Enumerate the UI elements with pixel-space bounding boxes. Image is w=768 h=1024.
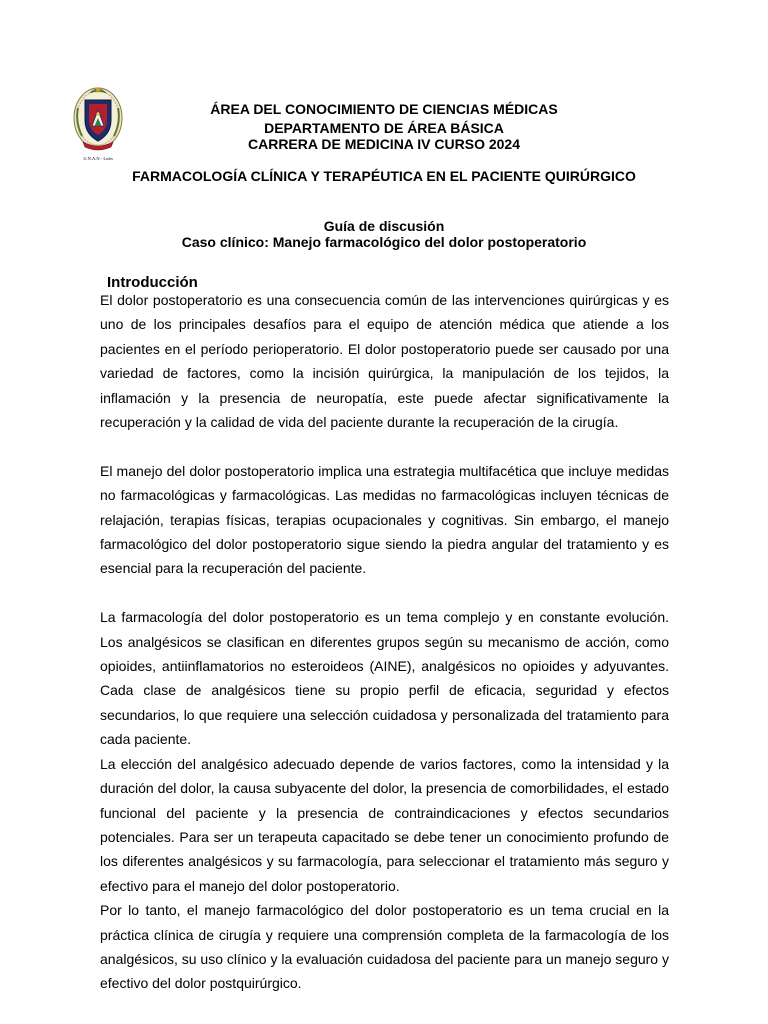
introduction-heading: Introducción bbox=[107, 274, 198, 291]
paragraph: El manejo del dolor postoperatorio implica una estrategia multifacética que incluye medidas no farmacológicas y farmacológicas. Las medidas no farmacológicas incluyen técnicas de relajación, terapias físicas, terapias ocupacionales y cognitivas. Sin embargo, el manejo farmacológico del dolor postoperatorio sigue siendo la piedra angular del tratamiento y es esencial para la recuperación del paciente. bbox=[100, 462, 669, 577]
introduction-body bbox=[100, 288, 669, 996]
document-title: FARMACOLOGÍA CLÍNICA Y TERAPÉUTICA EN EL PACIENTE QUIRÚRGICO bbox=[132, 168, 636, 184]
header-department: DEPARTAMENTO DE ÁREA BÁSICA bbox=[264, 120, 504, 136]
header-area: ÁREA DEL CONOCIMIENTO DE CIENCIAS MÉDICAS bbox=[210, 101, 558, 117]
paragraph: La farmacología del dolor postoperatorio es un tema complejo y en constante evolución. Los analgésicos se clasifican en diferentes grupos según su mecanismo de acción, como opioides, antiinflamatorios no esteroideos (AINE), analgésicos no opioides y adyuvantes. Cada clase de analgésicos tiene su propio perfil de eficacia, seguridad y efectos secundarios, lo que requiere una selección cuidadosa y personalizada del tratamiento para cada paciente. bbox=[100, 609, 669, 748]
paragraph: La elección del analgésico adecuado depende de varios factores, como la intensidad y la duración del dolor, la causa subyacente del dolor, la presencia de comorbilidades, el estado funcional del paciente y la presencia de contraindicaciones y efectos secundarios potenciales. Para ser un terapeuta capacitado se debe tener un conocimiento profundo de los diferentes analgésicos y su farmacología, para seleccionar el tratamiento más seguro y efectivo para el manejo del dolor postoperatorio. bbox=[100, 755, 669, 894]
paragraph: El dolor postoperatorio es una consecuencia común de las intervenciones quirúrgicas y es uno de los principales desafíos para el equipo de atención médica que atiende a los pacientes en el período perioperatorio. El dolor postoperatorio puede ser causado por una variedad de factores, como la incisión quirúrgica, la manipulación de los tejidos, la inflamación y la presencia de neuropatía, este puede afectar significativamente la recuperación y la calidad de vida del paciente durante la recuperación de la cirugía. bbox=[100, 292, 669, 431]
paragraph: Por lo tanto, el manejo farmacológico del dolor postoperatorio es un tema crucial en la práctica clínica de cirugía y requiere una comprensión completa de la farmacología de los analgésicos, su uso clínico y la evaluación cuidadosa del paciente para un manejo seguro y efectivo del dolor postquirúrgico. bbox=[100, 902, 669, 992]
guide-title: Guía de discusión bbox=[323, 218, 445, 234]
header-career: CARRERA DE MEDICINA IV CURSO 2024 bbox=[247, 136, 520, 152]
seal-caption: U.N.A.N - León bbox=[83, 156, 113, 161]
case-title: Caso clínico: Manejo farmacológico del dolor postoperatorio bbox=[181, 234, 587, 250]
